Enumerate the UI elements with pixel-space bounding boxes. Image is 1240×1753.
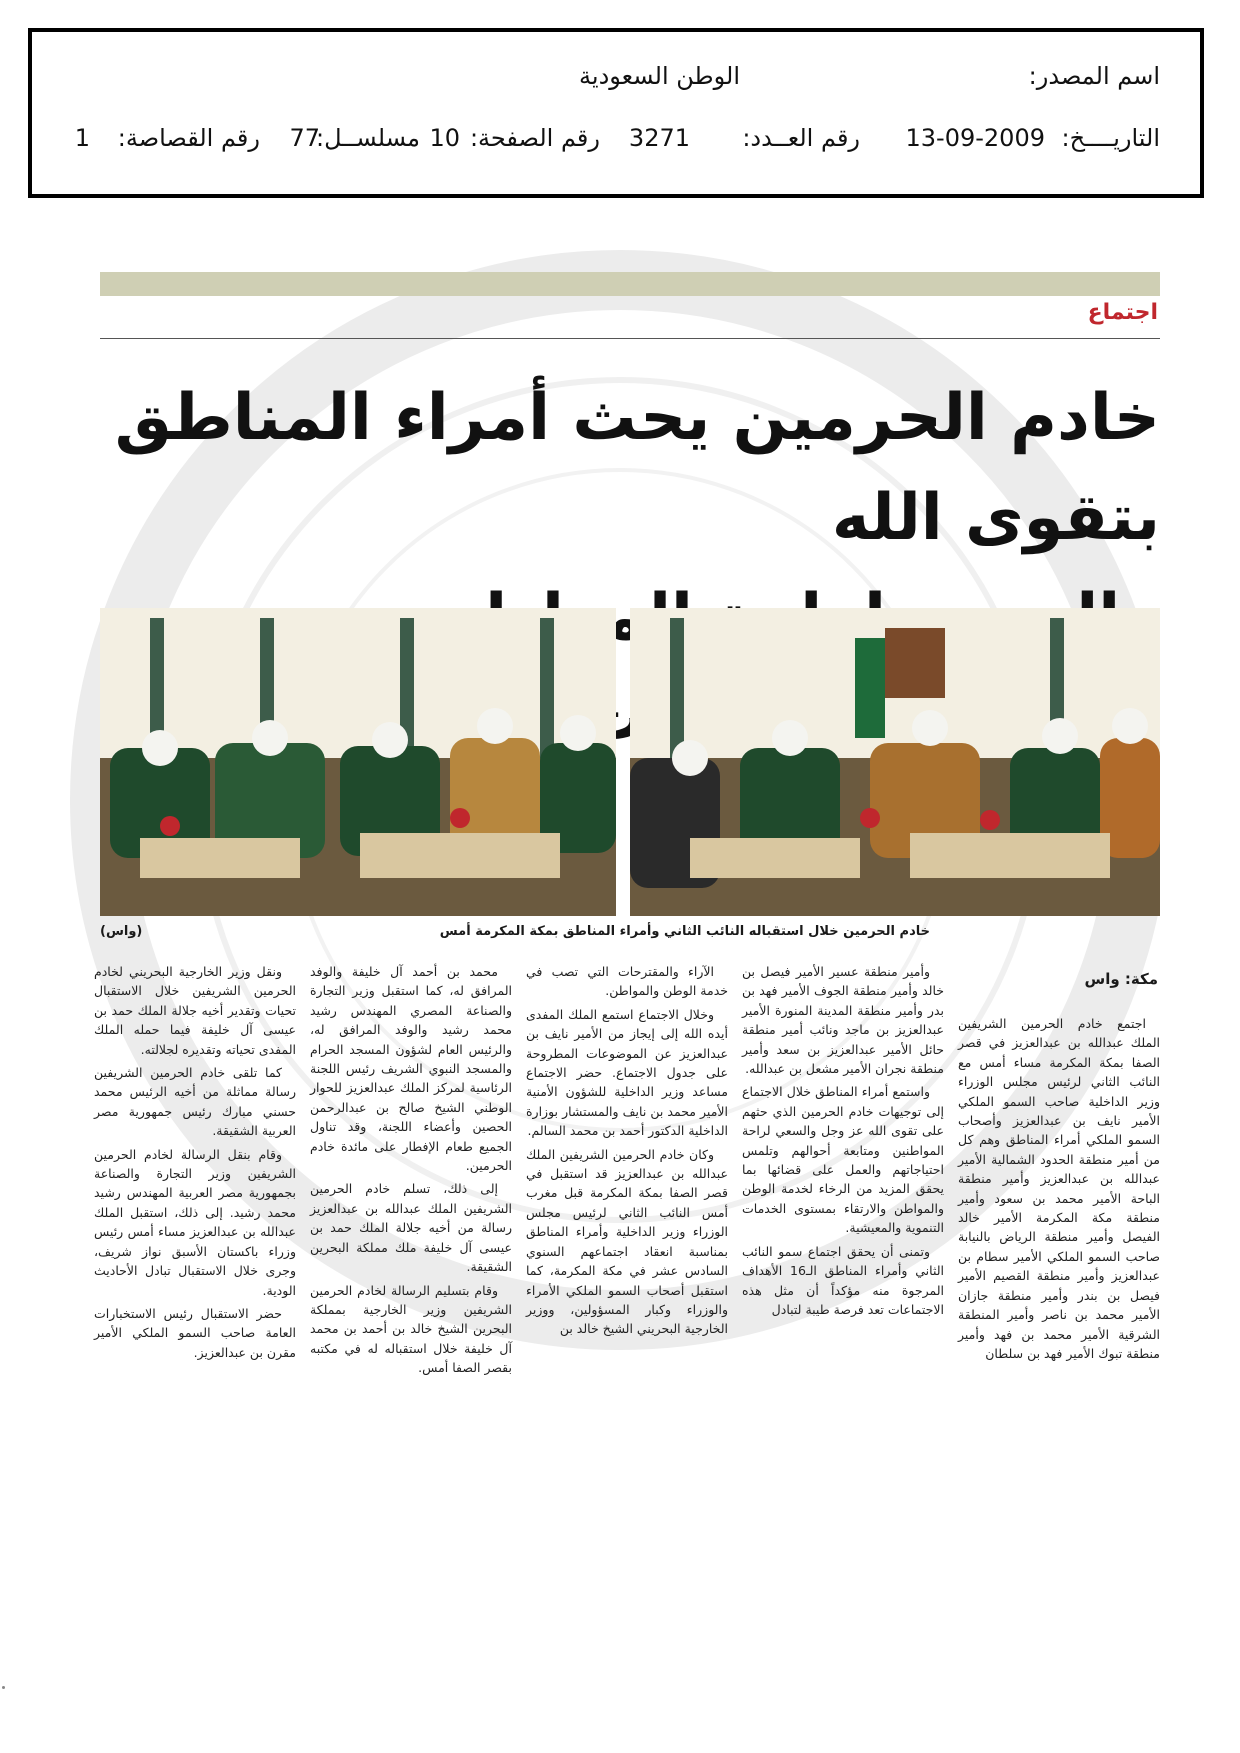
serial-value: 77 <box>289 124 320 152</box>
issue-value: 3271 <box>628 124 690 152</box>
column-4 <box>310 962 512 1382</box>
paragraph: ونقل وزير الخارجية البحريني لخادم الحرمين الشريفين خلال الاستقبال تحيات وتقدير أخيه جلالة الملك حمد بن عيسى آل خليفة فيما حمله الملك المفدى تحياته وتقديره لجلالته. <box>94 964 296 1057</box>
scan-speck <box>2 1686 5 1689</box>
date-value: 13-09-2009 <box>905 124 1045 152</box>
paragraph: حضر الاستقبال رئيس الاستخبارات العامة صاحب السمو الملكي الأمير مقرن بن عبدالعزيز. <box>94 1305 296 1360</box>
article-body <box>94 962 1160 1402</box>
clip-value: 1 <box>74 124 90 152</box>
clipping-header <box>28 28 1204 198</box>
source-value: الوطن السعودية <box>579 62 740 90</box>
paragraph: وقام بنقل الرسالة لخادم الحرمين الشريفين وزير التجارة والصناعة بجمهورية مصر العربية المهندس رشيد محمد رشيد. إلى ذلك، استقبل الملك عبدالله بن عبدالعزيز مساء أمس رئيس وزراء باكستان الأسبق نواز شريف، وجرى خلال الاستقبال تبادل الأحاديث الودية. <box>94 1146 296 1298</box>
issue-label: رقم العــدد: <box>742 124 860 152</box>
paragraph: إلى ذلك، تسلم خادم الحرمين الشريفين الملك عبدالله بن عبدالعزيز رسالة من أخيه جلالة الملك حمد بن عيسى آل خليفة ملك مملكة البحرين الشقيقة. <box>310 1181 512 1275</box>
section-band <box>100 272 1160 296</box>
date-label: التاريــــخ: <box>1061 124 1160 152</box>
column-3 <box>526 962 728 1343</box>
dateline: مكة: واس <box>1084 970 1158 988</box>
caption-text: خادم الحرمين خلال استقباله النائب الثاني وأمراء المناطق بمكة المكرمة أمس <box>439 924 930 939</box>
photo-meeting-right <box>630 608 1160 916</box>
paragraph: الآراء والمقترحات التي تصب في خدمة الوطن والمواطن. <box>526 964 728 999</box>
paragraph: كما تلقى خادم الحرمين الشريفين رسالة مماثلة من أخيه الرئيس محمد حسني مبارك رئيس جمهورية مصر العربية الشقيقة. <box>94 1065 296 1139</box>
paragraph: وتمنى أن يحقق اجتماع سمو النائب الثاني وأمراء المناطق الـ16 الأهداف المرجوة منه مؤكداً أن مثل هذه الاجتماعات تعد فرصة طيبة لتبادل <box>742 1243 944 1317</box>
paragraph: وأمير منطقة عسير الأمير فيصل بن خالد وأمير منطقة الجوف الأمير فهد بن بدر وأمير منطقة المدينة المنورة الأمير عبدالعزيز بن ماجد ونائب أمير منطقة حائل الأمير عبدالعزيز بن سعد وأمير منطقة نجران الأمير مشعل بن عبدالله. <box>742 964 944 1077</box>
headline-line-1: خادم الحرمين يحث أمراء المناطق بتقوى الله <box>114 381 1160 555</box>
section-rule <box>100 338 1160 339</box>
photo-credit: (واس) <box>100 924 143 939</box>
section-label: اجتماع <box>1087 300 1158 325</box>
serial-label: مسلســل: <box>316 124 420 152</box>
page-value: 10 <box>429 124 460 152</box>
column-2 <box>742 962 944 1323</box>
photo-meeting-left <box>100 608 616 916</box>
source-label: اسم المصدر: <box>1028 62 1160 90</box>
paragraph: وكان خادم الحرمين الشريفين الملك عبدالله بن عبدالعزيز قد استقبل في قصر الصفا بمكة المكرمة قبل مغرب أمس النائب الثاني لرئيس مجلس الوزراء وزير الداخلية وأمراء المناطق بمناسبة انعقاد اجتماعهم السنوي السادس عشر في مكة المكرمة، كما استقبل أصحاب السمو الملكي الأمراء والوزراء وكبار المسؤولين، ووزير الخارجية البحريني الشيخ خالد بن <box>526 1146 728 1337</box>
page-label: رقم الصفحة: <box>469 124 600 152</box>
paragraph: محمد بن أحمد آل خليفة والوفد المرافق له، كما استقبل وزير التجارة والصناعة المصري المهندس رشيد محمد رشيد والوفد المرافق له، والرئيس العام لشؤون المسجد الحرام والمسجد النبوي الشريف رئيس اللجنة الرئاسية لمركز الملك عبدالعزيز للحوار الوطني الشيخ صالح بن عبدالرحمن الحصين وأعضاء اللجنة، وقد تناول الجميع طعام الإفطار على مائدة خادم الحرمين. <box>310 964 512 1174</box>
paragraph: واستمع أمراء المناطق خلال الاجتماع إلى توجيهات خادم الحرمين الذي حثهم على تقوى الله عز وجل والسعي لراحة المواطنين ومتابعة أحوالهم وتلمس احتياجاتهم والعمل على قضائها بما يحقق المزيد من الرخاء لخدمة الوطن والمواطن والارتقاء بمستوى الخدمات التنموية والمعيشية. <box>742 1084 944 1236</box>
paragraph: وخلال الاجتماع استمع الملك المفدى أيده الله إلى إيجاز من الأمير نايف بن عبدالعزيز عن الموضوعات المطروحة على جدول الاجتماع. حضر الاجتماع مساعد وزير الداخلية للشؤون الأمنية الأمير محمد بن نايف والمستشار بوزارة الداخلية الدكتور أحمد بن محمد السالم. <box>526 1006 728 1139</box>
paragraph: وقام بتسليم الرسالة لخادم الحرمين الشريفين وزير الخارجية بمملكة البحرين الشيخ خالد بن أحمد بن محمد آل خليفة خلال استقباله له في مكتبه بقصر الصفا أمس. <box>310 1282 512 1376</box>
clip-label: رقم القصاصة: <box>117 124 260 152</box>
column-1 <box>958 1014 1160 1367</box>
column-5 <box>94 962 296 1366</box>
paragraph: اجتمع خادم الحرمين الشريفين الملك عبدالله بن عبدالعزيز في قصر الصفا بمكة المكرمة مساء أمس مع النائب الثاني لرئيس مجلس الوزراء وزير الداخلية صاحب السمو الملكي الأمير نايف بن عبدالعزيز وأصحاب السمو الملكي أمراء المناطق وهم كل من أمير منطقة الحدود الشمالية الأمير عبدالله بن عبدالعزيز وأمير منطقة الباحة الأمير محمد بن سعود وأمير منطقة مكة المكرمة الأمير خالد الفيصل وأمير منطقة الرياض بالنيابة صاحب السمو الملكي الأمير سطام بن عبدالعزيز وأمير منطقة القصيم الأمير فيصل بن بندر وأمير منطقة جازان الأمير محمد بن ناصر وأمير المنطقة الشرقية الأمير محمد بن فهد وأمير منطقة تبوك الأمير فهد بن سلطان <box>958 1016 1160 1361</box>
